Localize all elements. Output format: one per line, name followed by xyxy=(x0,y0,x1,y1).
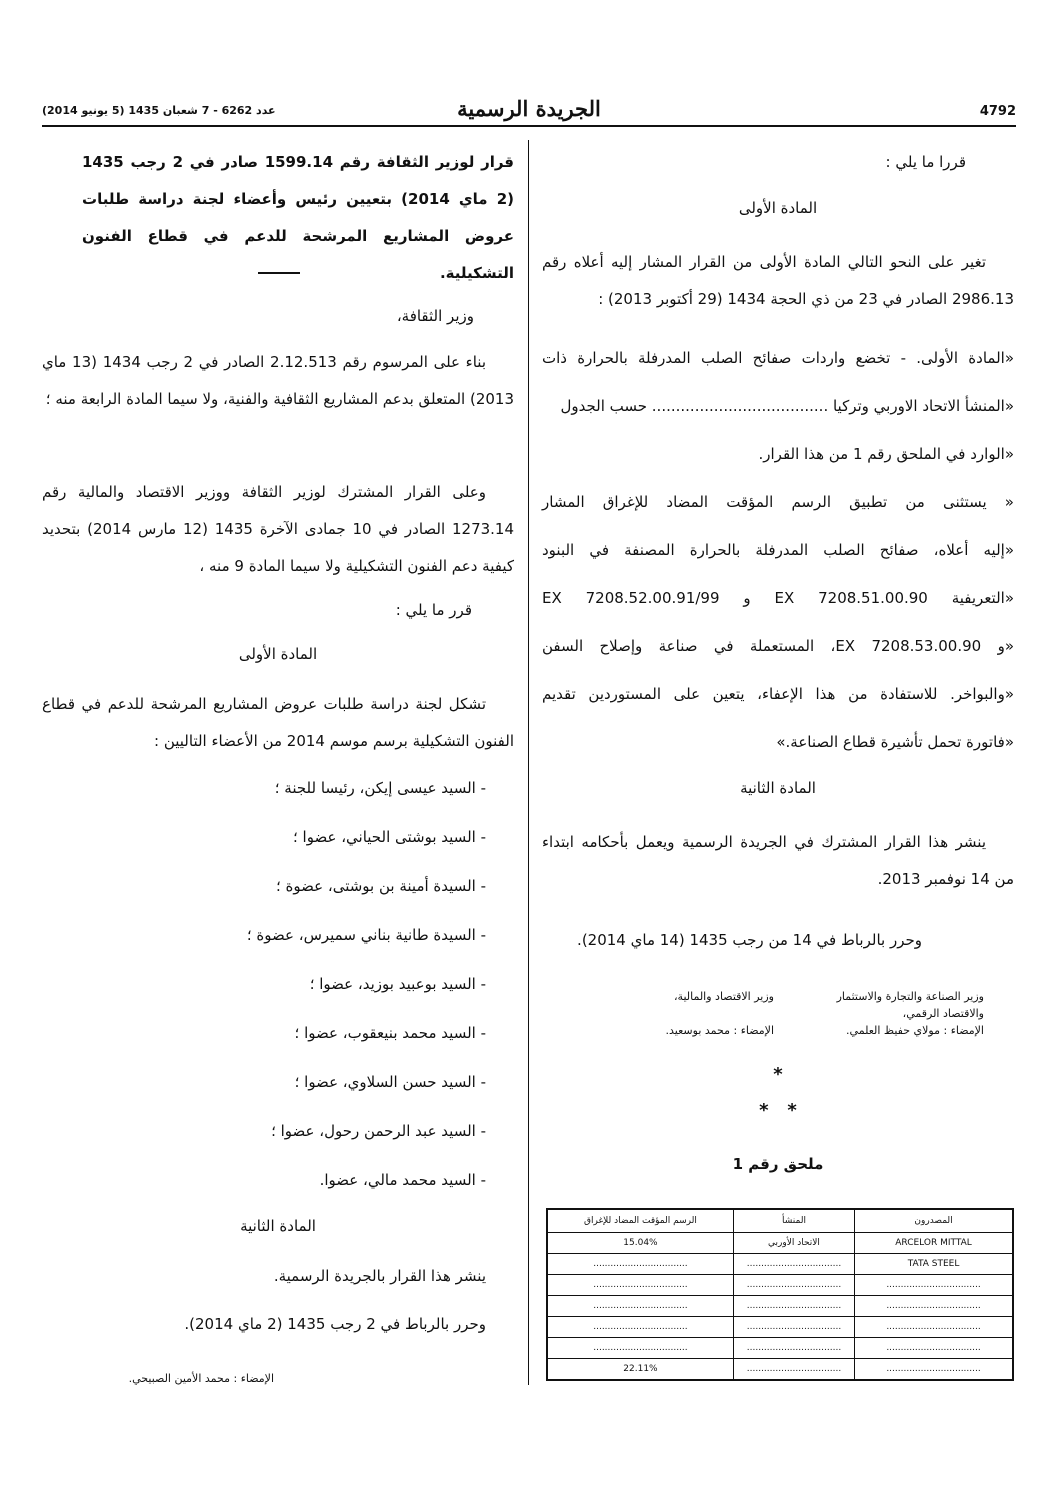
origin-cell: ................................. xyxy=(733,1254,854,1275)
duty-cell: ................................. xyxy=(547,1275,733,1296)
origin-cell: ................................. xyxy=(733,1275,854,1296)
origin-cell: الاتحاد الأوربي xyxy=(733,1233,854,1254)
member-item: - السيد حسن السلاوي، عضوا ؛ xyxy=(294,1073,486,1091)
origin-cell: ................................. xyxy=(733,1317,854,1338)
article1-heading: المادة الأولى xyxy=(738,199,818,217)
member-item: - السيد بوشتى الحياني، عضوا ؛ xyxy=(293,828,486,846)
origin-cell: ................................. xyxy=(733,1338,854,1359)
article2-paragraph: ينشر هذا القرار المشترك في الجريدة الرسمية ويعمل بأحكامه ابتداء من 14 نوفمبر 2013. xyxy=(542,833,1014,888)
member-item: - السيد عبد الرحمن رحول، عضوا ؛ xyxy=(271,1122,486,1140)
separator-star: * xyxy=(773,1064,783,1085)
member-item: - السيد محمد مالي، عضوا. xyxy=(319,1171,486,1189)
article1-heading: المادة الأولى xyxy=(238,645,318,663)
table-row xyxy=(547,1254,1013,1275)
origin-cell: ................................. xyxy=(733,1359,854,1381)
exporter-cell: ................................. xyxy=(855,1338,1013,1359)
duty-cell: ................................. xyxy=(547,1296,733,1317)
signature-name: الإمضاء : مولاي حفيظ العلمي. xyxy=(846,1024,984,1037)
article2-paragraph: ينشر هذا القرار بالجريدة الرسمية. xyxy=(273,1267,486,1285)
header-divider xyxy=(42,125,1016,127)
title-rule xyxy=(258,272,300,274)
quote-line: «والبواخر. للاستفادة من هذا الإعفاء، يتعين على المستوردين تقديم xyxy=(542,685,1014,703)
table-row xyxy=(547,1275,1013,1296)
duty-cell: 22.11% xyxy=(547,1359,733,1381)
signature-title: وزير الصناعة والتجارة والاستثمار والاقتصاد الرقمي، xyxy=(836,990,984,1020)
issue-info: عدد 6262 - 7 شعبان 1435 (5 يونيو 2014) xyxy=(42,104,276,117)
decides-label: قرر ما يلي : xyxy=(395,601,472,619)
header-exporters: المصدرون xyxy=(855,1209,1013,1233)
done-at: وحرر بالرباط في 2 رجب 1435 (2 ماي 2014). xyxy=(184,1315,486,1333)
duty-cell: ................................. xyxy=(547,1338,733,1359)
quote-line: «الوارد في الملحق رقم 1 من هذا القرار. xyxy=(758,445,1014,463)
quote-line: «التعريفية EX 7208.51.00.90 و EX 7208.52.00.91/99 xyxy=(542,589,1014,607)
header-duty: الرسم المؤقت المضاد للإغراق xyxy=(547,1209,733,1233)
exporter-cell: ARCELOR MITTAL xyxy=(855,1233,1013,1254)
annex-title: ملحق رقم 1 xyxy=(732,1155,824,1173)
quote-line: «و EX 7208.53.00.90، المستعملة في صناعة وإصلاح السفن xyxy=(542,637,1014,655)
header-origin: المنشأ xyxy=(733,1209,854,1233)
quote-line: «إليه أعلاه، صفائح الصلب المدرفلة بالحرارة المصنفة في البنود xyxy=(542,541,1014,559)
decision-title: قرار لوزير الثقافة رقم 1599.14 صادر في 2 رجب 1435 (2 ماي 2014) بتعيين رئيس وأعضاء لجنة دراسة طلبات عروض المشاريع المرشحة للدعم في قطاع الفنون التشكيلية. xyxy=(82,153,515,282)
exporter-cell: ................................. xyxy=(855,1359,1013,1381)
signature-finance-minister xyxy=(584,988,774,1039)
article2-heading: المادة الثانية xyxy=(740,779,816,797)
signature-industry-minister xyxy=(794,988,984,1039)
duty-cell: ................................. xyxy=(547,1254,733,1275)
column-divider xyxy=(528,140,529,1385)
origin-cell: ................................. xyxy=(733,1296,854,1317)
annex-table xyxy=(546,1208,1014,1381)
page-number: 4792 xyxy=(979,104,1016,119)
table-row xyxy=(547,1317,1013,1338)
table-row xyxy=(547,1359,1013,1381)
quote-line: «فاتورة تحمل تأشيرة قطاع الصناعة.» xyxy=(776,733,1014,751)
preamble-paragraph: بناء على المرسوم رقم 2.12.513 الصادر في 2 رجب 1434 (13 ماي 2013) المتعلق بدعم المشاريع الثقافية والفنية، ولا سيما المادة الرابعة منه ؛ xyxy=(42,353,514,408)
signature-name: الإمضاء : محمد بوسعيد. xyxy=(665,1024,774,1037)
table-row xyxy=(547,1338,1013,1359)
member-item: - السيدة أمينة بن بوشتى، عضوة ؛ xyxy=(276,877,486,895)
signature-culture-minister: الإمضاء : محمد الأمين الصبيحي. xyxy=(128,1372,274,1385)
exporter-cell: TATA STEEL xyxy=(855,1254,1013,1275)
preamble-paragraph: وعلى القرار المشترك لوزير الثقافة ووزير الاقتصاد والمالية رقم 1273.14 الصادر في 10 جمادى الآخرة 1435 (12 مارس 2014) بتحديد كيفية دعم الفنون التشكيلية ولا سيما المادة 9 منه ، xyxy=(42,483,515,575)
member-item: - السيد محمد بنيعقوب، عضوا ؛ xyxy=(294,1024,486,1042)
gazette-title: الجريدة الرسمية xyxy=(457,96,601,121)
exporter-cell: ................................. xyxy=(855,1317,1013,1338)
exporter-cell: ................................. xyxy=(855,1296,1013,1317)
exporter-cell: ................................. xyxy=(855,1275,1013,1296)
member-item: - السيدة طانية بناني سميرس، عضوة ؛ xyxy=(246,926,486,944)
article1-paragraph: تشكل لجنة دراسة طلبات عروض المشاريع المرشحة للدعم في قطاع الفنون التشكيلية برسم موسم 2014 من الأعضاء التاليين : xyxy=(42,695,514,750)
quote-line: «المنشأ الاتحاد الاوربي وتركيا ..................................... حسب الجدول xyxy=(560,397,1014,415)
article1-paragraph: تغير على النحو التالي المادة الأولى من القرار المشار إليه أعلاه رقم 2986.13 الصادر في 23 من ذي الحجة 1434 (29 أكتوبر 2013) : xyxy=(542,253,1014,308)
separator-stars: * * xyxy=(759,1100,797,1121)
done-at: وحرر بالرباط في 14 من رجب 1435 (14 ماي 2014). xyxy=(577,931,922,949)
page-header xyxy=(42,96,1016,126)
table-row xyxy=(547,1233,1013,1254)
intro-text: قررا ما يلي : xyxy=(885,153,966,171)
table-header-row xyxy=(547,1209,1013,1233)
duty-cell: 15.04% xyxy=(547,1233,733,1254)
article2-heading: المادة الثانية xyxy=(240,1217,316,1235)
quote-line: «المادة الأولى. - تخضع واردات صفائح الصلب المدرفلة بالحرارة ذات xyxy=(542,349,1014,367)
quote-line: « يستثنى من تطبيق الرسم المؤقت المضاد للإغراق المشار xyxy=(542,493,1014,511)
member-item: - السيد بوعبيد بوزيد، عضوا ؛ xyxy=(309,975,486,993)
signature-title: وزير الاقتصاد والمالية، xyxy=(674,990,774,1003)
minister-label: وزير الثقافة، xyxy=(396,307,474,325)
table-row xyxy=(547,1296,1013,1317)
duty-cell: ................................. xyxy=(547,1317,733,1338)
member-item: - السيد عيسى إيكن، رئيسا للجنة ؛ xyxy=(274,779,486,797)
